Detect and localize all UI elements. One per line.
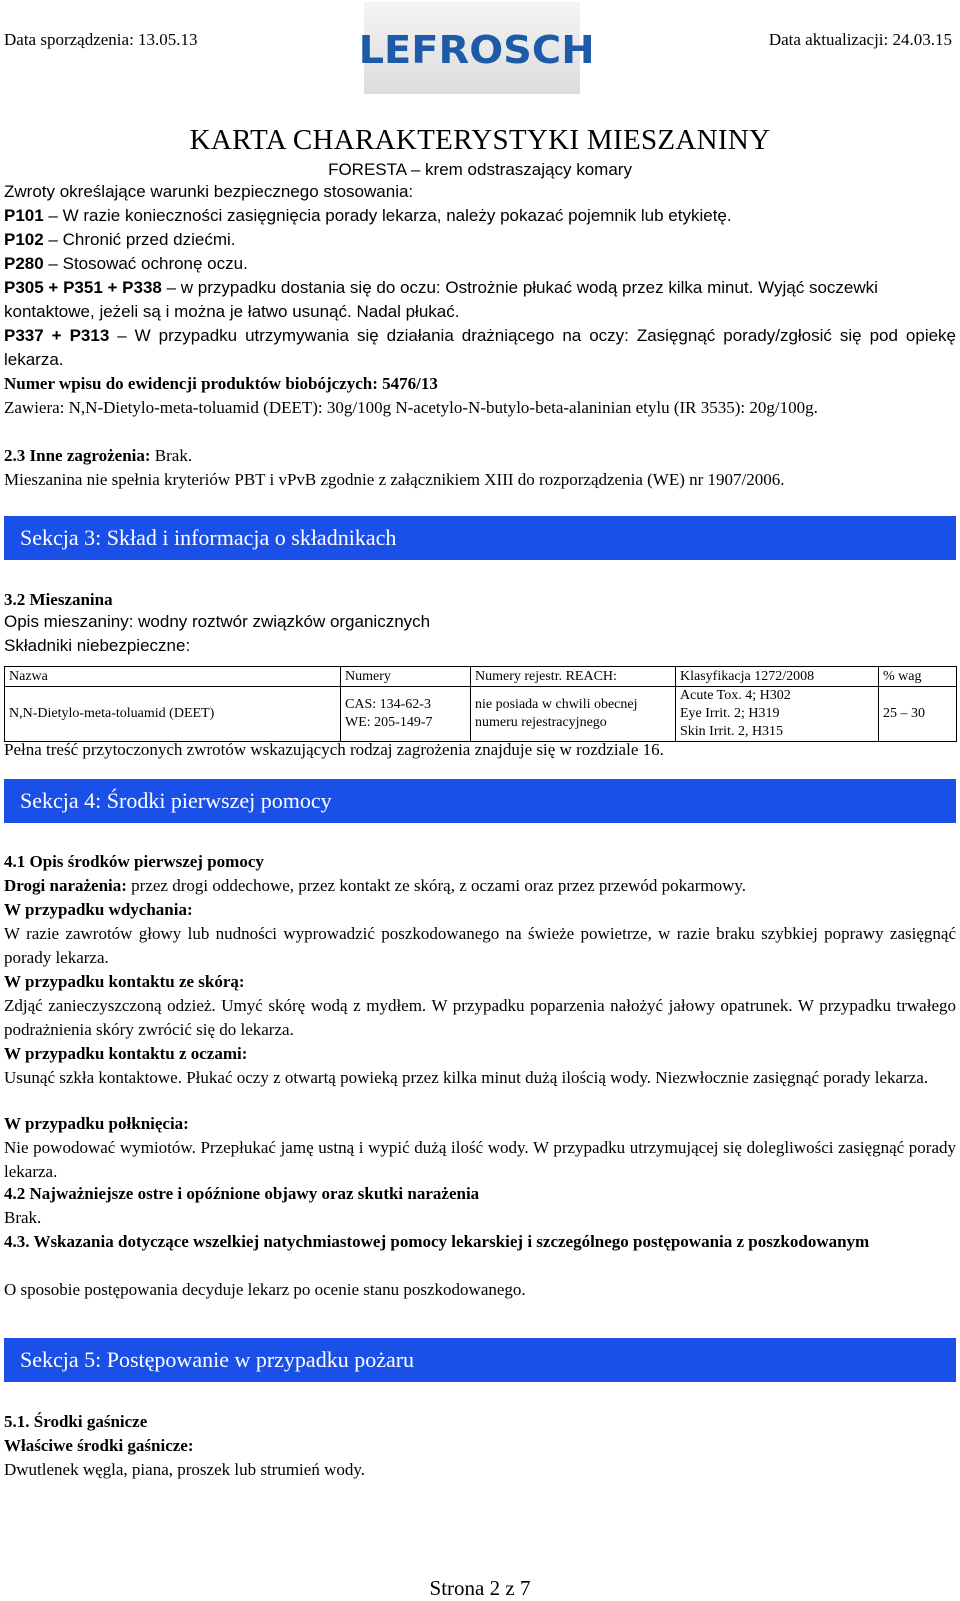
- hazardous-components-label: Składniki niebezpieczne:: [4, 636, 191, 655]
- inhalation-heading: W przypadku wdychania:: [4, 900, 193, 919]
- document-subtitle: FORESTA – krem odstraszający komary: [328, 160, 632, 179]
- statement-text: – W razie konieczności zasięgnięcia porady lekarza, należy pokazać pojemnik lub etykietę.: [43, 206, 732, 225]
- table-header-cell: Klasyfikacja 1272/2008: [676, 667, 879, 687]
- table-header-cell: Nazwa: [5, 667, 341, 687]
- eyes-heading: W przypadku kontaktu z oczami:: [4, 1044, 248, 1063]
- page-number: Strona 2 z 7: [429, 1576, 531, 1600]
- precaution-intro: Zwroty określające warunki bezpiecznego stosowania:: [4, 182, 414, 201]
- component-numbers: [341, 687, 471, 742]
- mixture-description: Opis mieszaniny: wodny roztwór związków organicznych: [4, 612, 431, 631]
- cas-number: CAS: 134-62-3: [345, 697, 431, 712]
- section-4-3-text: O sposobie postępowania decyduje lekarz po ocenie stanu poszkodowanego.: [4, 1280, 526, 1299]
- statement-p305: [4, 276, 956, 324]
- we-number: WE: 205-149-7: [345, 715, 433, 730]
- component-name: N,N-Dietylo-meta-toluamid (DEET): [5, 687, 341, 742]
- exposure-routes-text: przez drogi oddechowe, przez kontakt ze skórą, z oczami oraz przez przewód pokarmowy.: [126, 876, 747, 895]
- eyes-text: Usunąć szkła kontaktowe. Płukać oczy z otwartą powieką przez kilka minut dużą ilością wody. Niezwłocznie zasięgnąć porady lekarza.: [4, 1068, 929, 1087]
- pbt-statement: Mieszanina nie spełnia kryteriów PBT i vPvB zgodnie z załącznikiem XIII do rozporządzenia (WE) nr 1907/2006.: [4, 470, 785, 489]
- table-header-cell: Numery rejestr. REACH:: [471, 667, 676, 687]
- exposure-routes: [4, 874, 956, 898]
- other-hazards-label: 2.3 Inne zagrożenia:: [4, 446, 151, 465]
- section-4-2-text: Brak.: [4, 1208, 42, 1227]
- statement-text: – Chronić przed dziećmi.: [43, 230, 236, 249]
- statement-text: – W przypadku utrzymywania się działania drażniącego na oczy: Zasięgnąć porady/zgłosić się pod opiekę lekarza.: [4, 326, 957, 369]
- statement-p280: [4, 252, 956, 276]
- other-hazards: [4, 444, 956, 468]
- date-updated: Data aktualizacji: 24.03.15: [768, 30, 952, 49]
- statement-p337: [4, 324, 956, 372]
- biocide-number: Numer wpisu do ewidencji produktów biobójczych: 5476/13: [4, 374, 438, 393]
- section-4-3-heading: 4.3. Wskazania dotyczące wszelkiej natychmiastowej pomocy lekarskiej i szczególnego postępowania z poszkodowanym: [4, 1232, 870, 1251]
- biocide-contains: Zawiera: N,N-Dietylo-meta-toluamid (DEET): 30g/100g N-acetylo-N-butylo-beta-alaninian etylu (IR 3535): 20g/100g.: [4, 398, 818, 417]
- section-4-header: [4, 779, 956, 823]
- section-5-1-heading: 5.1. Środki gaśnicze: [4, 1412, 148, 1431]
- statement-code: P102: [4, 230, 44, 249]
- other-hazards-value: Brak.: [150, 446, 193, 465]
- table-row: [5, 687, 957, 742]
- statement-p102: [4, 228, 956, 252]
- statement-code: P305 + P351 + P338: [4, 278, 162, 297]
- statement-code: P337 + P313: [4, 326, 110, 345]
- component-reach: nie posiada w chwili obecnej numeru rejestracyjnego: [471, 687, 676, 742]
- components-table: [4, 666, 957, 742]
- component-percent: 25 – 30: [879, 687, 957, 742]
- company-logo: [358, 2, 595, 94]
- extinguishing-text: Dwutlenek węgla, piana, proszek lub strumień wody.: [4, 1460, 366, 1479]
- exposure-routes-label: Drogi narażenia:: [4, 876, 127, 895]
- statement-p101: [4, 204, 956, 228]
- skin-text: Zdjąć zanieczyszczoną odzież. Umyć skórę wodą z mydłem. W przypadku poparzenia nałożyć jałowy opatrunek. W przypadku trwałego podrażnienia skóry zwrócić się do lekarza.: [4, 996, 956, 1039]
- table-header-cell: % wag: [879, 667, 957, 687]
- table-header-cell: Numery: [341, 667, 471, 687]
- inhalation-text: W razie zawrotów głowy lub nudności wyprowadzić poszkodowanego na świeże powietrze, w razie braku szybkiej poprawy zasięgnąć porady lekarza.: [4, 924, 956, 967]
- section-4-1-heading: 4.1 Opis środków pierwszej pomocy: [4, 852, 264, 871]
- skin-heading: W przypadku kontaktu ze skórą:: [4, 972, 245, 991]
- component-classification: Acute Tox. 4; H302 Eye Irrit. 2; H319 Skin Irrit. 2, H315: [676, 687, 879, 742]
- statement-code: P101: [4, 206, 44, 225]
- section-4-2-heading: 4.2 Najważniejsze ostre i opóźnione objawy oraz skutki narażenia: [4, 1184, 480, 1203]
- ingestion-heading: W przypadku połknięcia:: [4, 1114, 189, 1133]
- statement-text: – Stosować ochronę oczu.: [43, 254, 248, 273]
- ingestion-text: Nie powodować wymiotów. Przepłukać jamę ustną i wypić dużą ilość wody. W przypadku utrzymującej się dolegliwości zasięgnąć porady lekarza.: [4, 1138, 956, 1181]
- section-3-header: [4, 516, 956, 560]
- table-header-row: [5, 667, 957, 687]
- section-title: Sekcja 5: Postępowanie w przypadku pożaru: [20, 1347, 415, 1372]
- statement-code: P280: [4, 254, 44, 273]
- section-5-header: [4, 1338, 956, 1382]
- document-title: KARTA CHARAKTERYSTYKI MIESZANINY: [189, 124, 771, 156]
- extinguishing-label: Właściwe środki gaśnicze:: [4, 1436, 194, 1455]
- logo-text: LEFROSCH: [358, 28, 595, 72]
- section-title: Sekcja 4: Środki pierwszej pomocy: [20, 788, 332, 813]
- table-footnote: Pełna treść przytoczonych zwrotów wskazujących rodzaj zagrożenia znajduje się w rozdziale 16.: [4, 740, 664, 759]
- statement-text: – w przypadku dostania się do oczu: Ostrożnie płukać wodą przez kilka minut. Wyjąć soczewki kontaktowe, jeżeli są i można je łatwo usunąć. Nadal płukać.: [4, 278, 878, 321]
- date-created: Data sporządzenia: 13.05.13: [4, 30, 198, 49]
- section-title: Sekcja 3: Skład i informacja o składnikach: [20, 525, 397, 550]
- section-3-2-heading: 3.2 Mieszanina: [4, 590, 113, 609]
